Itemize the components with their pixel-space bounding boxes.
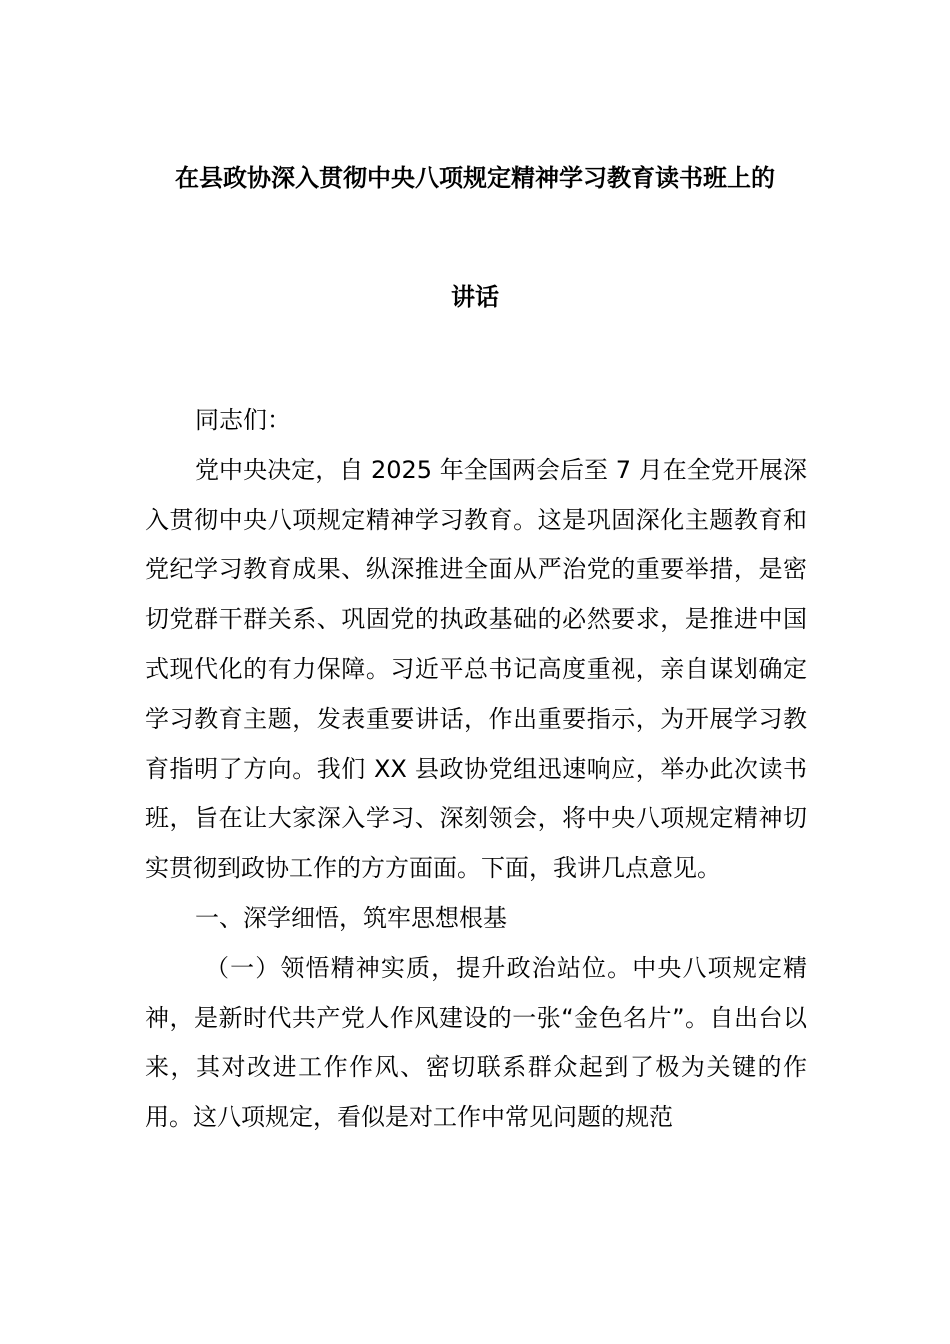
document-title-line-2: 讲话 [451, 283, 499, 311]
document-title-line-1: 在县政协深入贯彻中央八项规定精神学习教育读书班上的 [175, 164, 775, 192]
salutation-paragraph: 同志们： [195, 406, 291, 434]
section-heading-1: 一、深学细悟，筑牢思想根基 [195, 903, 507, 932]
body-paragraph-intro: 党中央决定，自 2025 年全国两会后至 7 月在全党开展深入贯彻中央八项规定精神学习教育。这是巩固深化主题教育和党纪学习教育成果、纵深推进全面从严治党的重要举措，是密切党群干群关系、巩固党的执政基础的必然要求，是推进中国式现代化的有力保障。习近平总书记高度重视，亲自谋划确定学习教育主题，发表重要讲话，作出重要指示，为开展学习教育指明了方向。我们 XX 县政协党组迅速响应，举办此次读书班，旨在让大家深入学习、深刻领会，将中央八项规定精神切实贯彻到政协工作的方方面面。下面，我讲几点意见。 [145, 455, 807, 883]
body-paragraph-subsection-1: （一）领悟精神实质，提升政治站位。中央八项规定精神，是新时代共产党人作风建设的一张“金色名片”。自出台以来，其对改进工作作风、密切联系群众起到了极为关键的作用。这八项规定，看似是对工作中常见问题的规范 [145, 953, 807, 1132]
document-body [145, 396, 807, 1143]
